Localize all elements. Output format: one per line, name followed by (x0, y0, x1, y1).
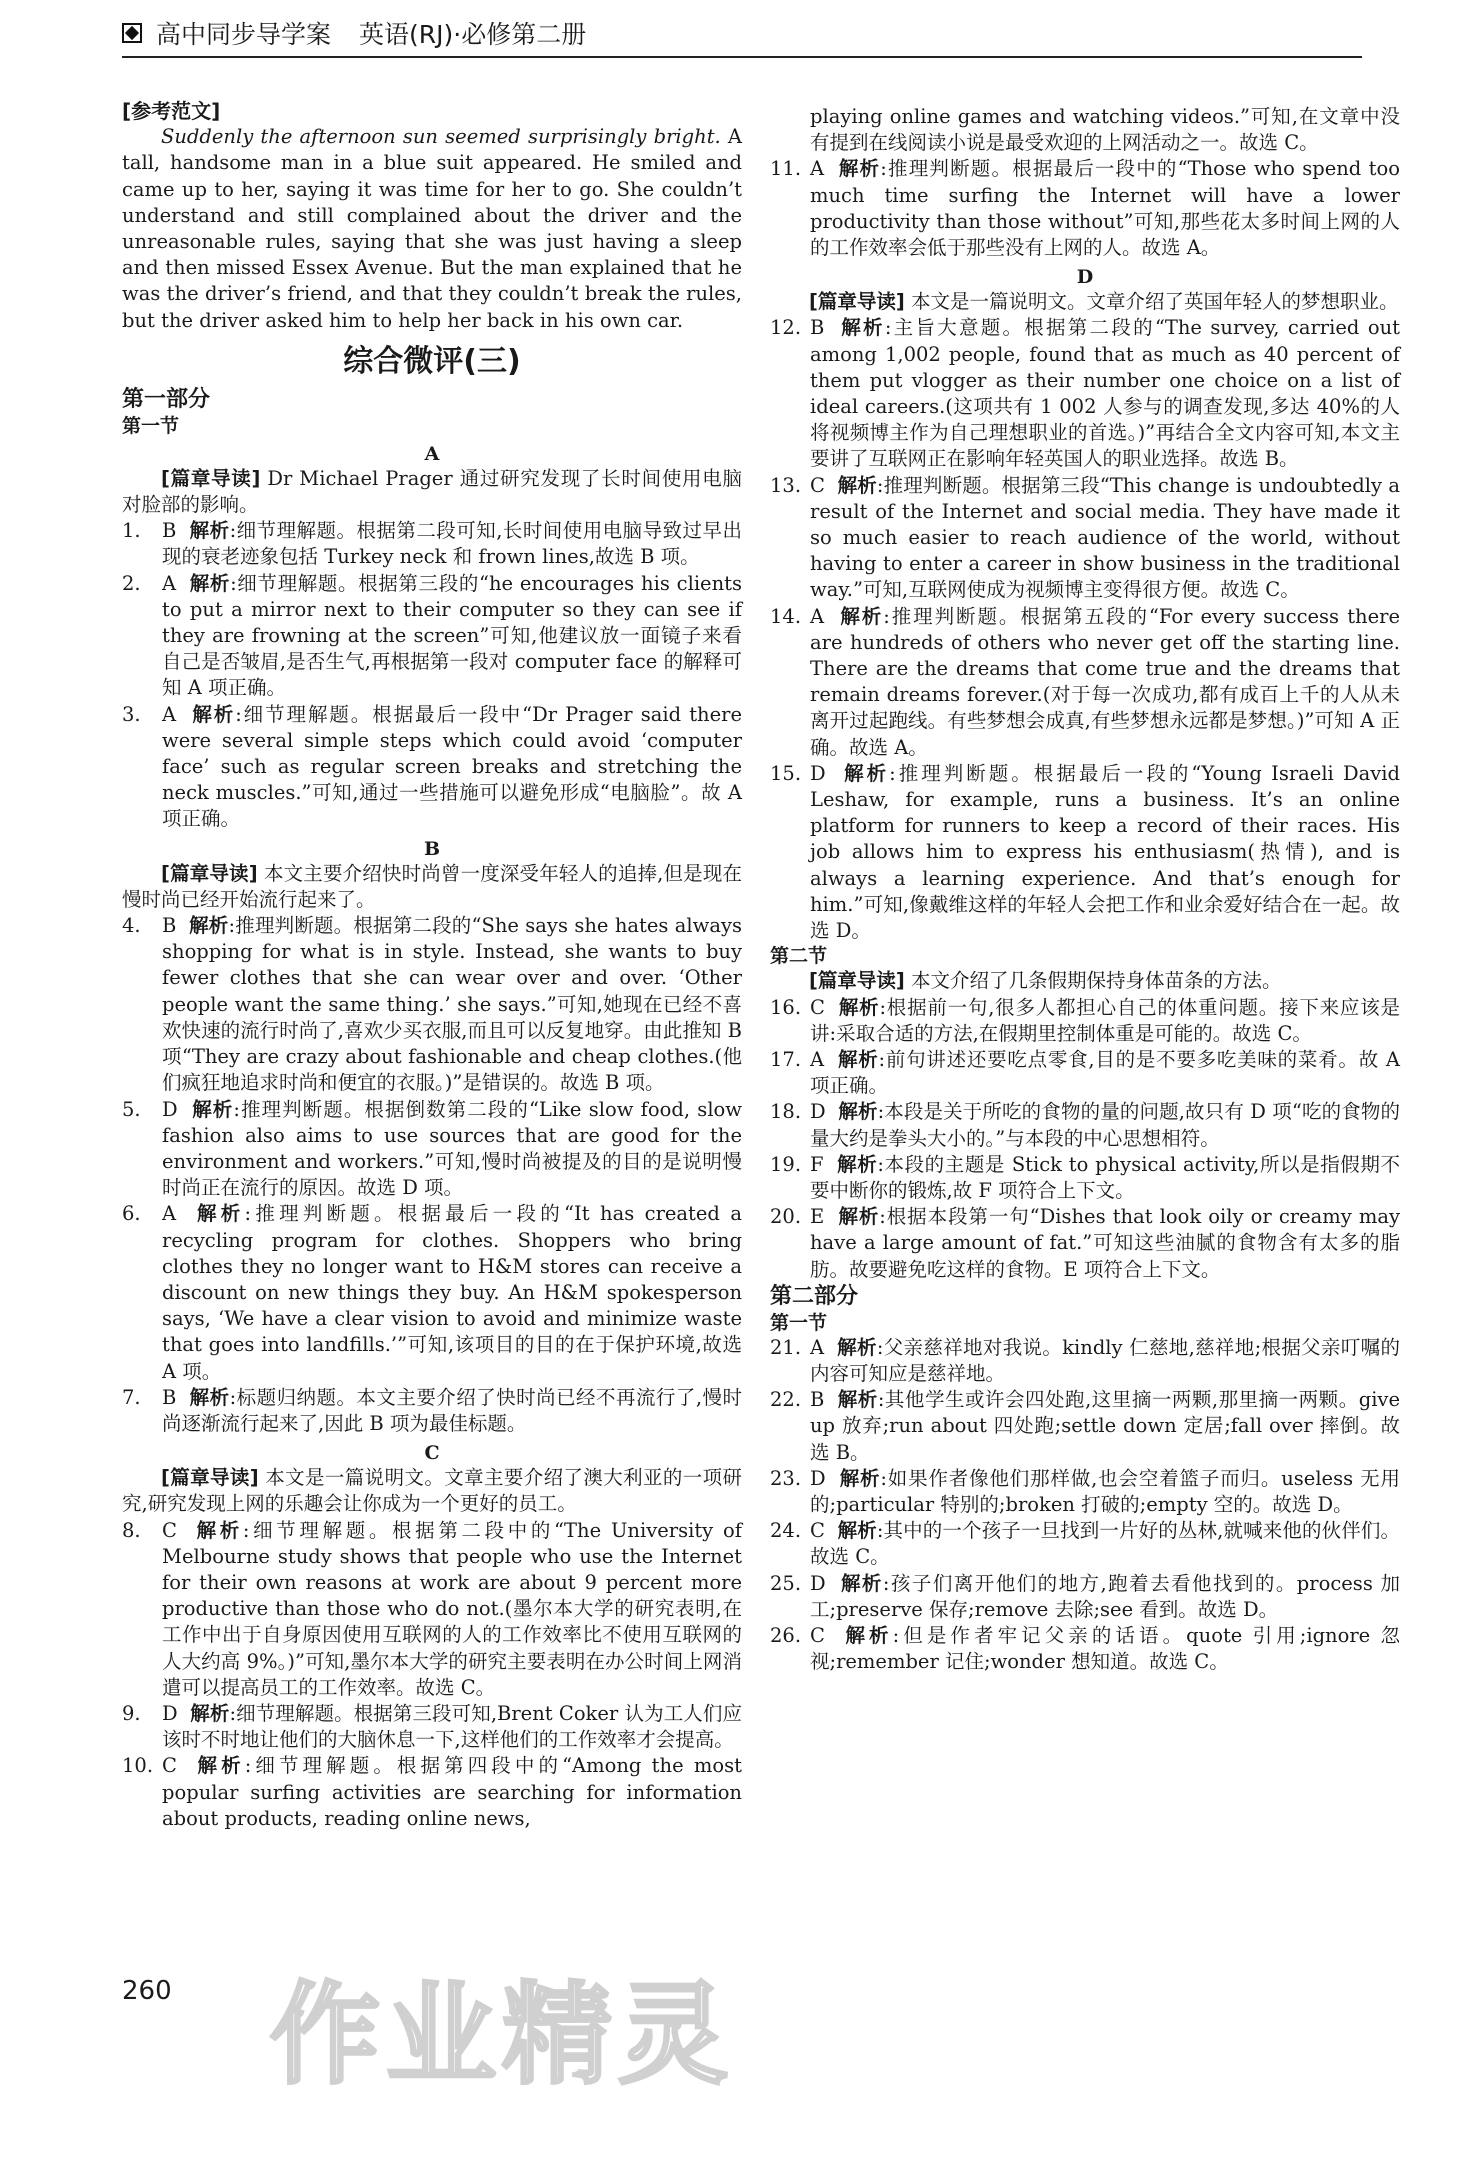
quiz-title: 综合微评(三) (343, 343, 521, 379)
item-text: :细节理解题。根据最后一段中“Dr Prager said there were several simple steps which could avoid ‘computer face’ such as regular screen breaks and stretching the neck muscles.”可知,通过一些措施可以避免形成“电脑脸”。故 A 项正确。 (162, 702, 742, 831)
item-text: :根据前一句,很多人都担心自己的体重问题。接下来应该是讲:采取合适的方法,在假期里控制体重是可能的。故选 C。 (810, 995, 1400, 1045)
analysis-label: 解析 (192, 1097, 234, 1121)
part-heading: 第一部分 (122, 386, 211, 412)
item-answer: A (810, 604, 825, 628)
item-text: :细节理解题。根据第四段中的“Among the most popular surfing activities are searching for information about products, reading online news, (162, 1754, 742, 1830)
item-text: :孩子们离开他们的地方,跑着去看他找到的。process 加工;preserve 保存;remove 去除;see 看到。故选 D。 (810, 1571, 1400, 1621)
analysis-label: 解析 (192, 702, 236, 726)
sample-lead: Suddenly the afternoon sun seemed surprisingly bright. (161, 125, 721, 149)
item-answer: D (810, 1571, 826, 1595)
item-text: :推理判断题。根据最后一段中的“Those who spend too much time surfing the Internet will have a lower productivity than those without”可知,那些花太多时间上网的人的工作效率会低于那些没有上网的人。故选 A。 (810, 157, 1400, 260)
analysis-label: 解析 (196, 1518, 243, 1542)
analysis-label: 解析 (844, 761, 890, 785)
answer-item (122, 913, 742, 1096)
guide-label: [篇章导读] (809, 290, 905, 314)
item-answer: A (162, 571, 177, 595)
item-text: :父亲慈祥地对我说。kindly 仁慈地,慈祥地;根据父亲叮嘱的内容可知应是慈祥地。 (810, 1335, 1400, 1385)
item-number: 26. (770, 1623, 802, 1647)
item-answer: D (810, 1100, 826, 1124)
item-answer: B (162, 1385, 177, 1409)
answer-item (770, 995, 1400, 1047)
answer-item (122, 571, 742, 702)
analysis-label: 解析 (197, 1202, 245, 1226)
subject-title: 英语(RJ)·必修第二册 (359, 20, 587, 49)
item-number: 19. (770, 1152, 802, 1176)
answer-item (770, 1099, 1400, 1151)
item-number: 15. (770, 761, 802, 785)
watermark-logo: 作业精灵 (270, 1971, 734, 2099)
item-answer: C (810, 1623, 825, 1647)
item-answer: C (810, 1519, 825, 1543)
passage-label: D (1076, 266, 1094, 289)
item-number: 21. (770, 1335, 802, 1359)
item-answer: A (810, 1335, 825, 1359)
answer-item (122, 1201, 742, 1384)
answer-item (770, 1152, 1400, 1204)
item-number: 22. (770, 1388, 802, 1412)
answer-item (770, 604, 1400, 761)
guide-text: 本文主要介绍快时尚曾一度深受年轻人的追捧,但是现在慢时尚已经开始流行起来了。 (122, 861, 742, 911)
item-answer: D (162, 1097, 178, 1121)
item-answer: A (162, 702, 177, 726)
item-number: 20. (770, 1205, 802, 1229)
passage-guide (770, 968, 1400, 994)
answer-item (770, 1518, 1400, 1570)
sample-essay (122, 124, 742, 334)
analysis-label: 解析 (197, 1754, 245, 1778)
item-number: 23. (770, 1466, 802, 1490)
item-continuation: playing online games and watching videos.”可知,在文章中没有提到在线阅读小说是最受欢迎的上网活动之一。故选 C。 (810, 105, 1400, 155)
item-text: :其他学生或许会四处跑,这里摘一两颗,那里摘一两颗。give up 放弃;run about 四处跑;settle down 定居;fall over 摔倒。故选 B。 (810, 1388, 1400, 1464)
guide-label: [篇章导读] (161, 861, 258, 885)
item-answer: A (810, 157, 825, 181)
item-number: 13. (770, 473, 802, 497)
item-text: :推理判断题。根据第五段的“For every success there are hundreds of others who never get off the starting line. There are the dreams that come true and the dreams that remain dreams forever.(对于每一次成功,都有成百上千的人从未离开过起跑线。有些梦想会成真,有些梦想永远都是梦想。)”可知 A 正确。故选 A。 (810, 604, 1400, 759)
item-answer: B (162, 914, 177, 938)
item-text: :细节理解题。根据第三段的“he encourages his clients to put a mirror next to their computer so they can see if they are frowning at the screen”可知,他建议放一面镜子来看自己是否皱眉,是否生气,再根据第一段对 computer face 的解释可知 A 项正确。 (162, 571, 742, 700)
answer-item (122, 1753, 742, 1832)
item-number: 18. (770, 1100, 802, 1124)
answer-item (770, 1466, 1400, 1518)
section-heading: 第一节 (770, 1311, 828, 1334)
analysis-label: 解析 (838, 1047, 879, 1071)
item-text: :但是作者牢记父亲的话语。quote 引用;ignore 忽视;remember 记住;wonder 想知道。故选 C。 (810, 1623, 1400, 1674)
analysis-label: 解析 (837, 1388, 878, 1412)
part-heading: 第二部分 (770, 1283, 859, 1309)
guide-text: 本文是一篇说明文。文章介绍了英国年轻人的梦想职业。 (911, 290, 1399, 314)
item-text: :推理判断题。根据倒数第二段的“Like slow food, slow fashion also aims to use sources that are good for the environment and workers.”可知,慢时尚被提及的目的是说明慢时尚正在流行的原因。故选 D 项。 (162, 1097, 742, 1200)
guide-label: [篇章导读] (809, 969, 905, 993)
analysis-label: 解析 (189, 1385, 230, 1409)
right-column (770, 104, 1400, 1675)
item-answer: C (162, 1754, 177, 1778)
item-answer: B (810, 316, 825, 340)
answer-item (122, 1385, 742, 1437)
analysis-label: 解析 (837, 1335, 877, 1359)
passage-label: C (424, 1442, 440, 1465)
analysis-label: 解析 (841, 316, 885, 340)
passage-guide (770, 289, 1400, 315)
book-title: 高中同步导学案 (156, 20, 332, 49)
section-heading: 第二节 (770, 945, 828, 968)
answer-item (770, 315, 1400, 472)
item-answer: D (162, 1701, 178, 1725)
item-number: 16. (770, 995, 802, 1019)
item-answer: F (810, 1152, 824, 1176)
item-answer: E (810, 1205, 825, 1229)
item-answer: C (810, 473, 825, 497)
analysis-label: 解析 (837, 1519, 877, 1543)
item-number: 14. (770, 604, 802, 628)
analysis-label: 解析 (845, 1623, 893, 1647)
item-text: :推理判断题。根据最后一段的“Young Israeli David Leshaw, for example, runs a business. It’s an online platform for runners to keep a record of their races. His job allows him to express his enthusiasm(热情), and is always a learning experience. And that’s enough for him.”可知,像戴维这样的年轻人会把工作和业余爱好结合在一起。故选 D。 (810, 761, 1400, 943)
item-answer: B (162, 519, 177, 543)
analysis-label: 解析 (838, 995, 880, 1019)
sample-heading: [参考范文] (122, 99, 221, 123)
answer-item (770, 156, 1400, 261)
guide-label: [篇章导读] (161, 1466, 259, 1490)
analysis-label: 解析 (839, 1466, 881, 1490)
item-number: 8. (122, 1518, 141, 1542)
guide-text: 本文介绍了几条假期保持身体苗条的方法。 (911, 969, 1282, 993)
item-answer: A (810, 1047, 825, 1071)
diamond-icon (122, 23, 142, 43)
answer-item (122, 1518, 742, 1701)
answer-item (122, 702, 742, 833)
item-text: :推理判断题。根据第二段的“She says she hates always shopping for what is in style. Instead, she wants to buy fewer clothes that she can wear over and over. ‘Other people want the same thing.’ she says.”可知,她现在已经不喜欢快速的流行时尚了,喜欢少买衣服,而且可以反复地穿。由此推知 B 项“They are crazy about fashionable and cheap clothes.(他们疯狂地追求时尚和便宜的衣服。)”是错误的。故选 B 项。 (162, 914, 742, 1095)
left-column (122, 96, 742, 1832)
item-text: :推理判断题。根据第三段“This change is undoubtedly a result of the Internet and social media. They have made it so much easier to reach audience of the world, without having to enter a career in show business in the traditional way.”可知,互联网使成为视频博主变得很方便。故选 C。 (810, 473, 1400, 602)
analysis-label: 解析 (837, 473, 877, 497)
analysis-label: 解析 (838, 157, 881, 181)
item-number: 25. (770, 1571, 802, 1595)
item-text: :推理判断题。根据最后一段的“It has created a recycling program for clothes. Shoppers who bring clothes they no longer want to H&M stores can receive a discount on new things they buy. An H&M spokesperson says, ‘We have a clear vision to avoid and minimize waste that goes into landfills.’”可知,该项目的目的在于保护环境,故选 A 项。 (162, 1202, 742, 1383)
sample-body: A tall, handsome man in a blue suit appeared. He smiled and came up to her, saying it was time for her to go. She couldn’t understand and still complained about the driver and the unreasonable rules, saying that she was just having a sleep and then missed Essex Avenue. But the man explained that he was the driver’s friend, and that they couldn’t break the rules, but the driver asked him to help her back in his own car. (122, 125, 743, 332)
item-answer: A (162, 1202, 177, 1226)
answer-item (122, 1701, 742, 1753)
item-number: 4. (122, 914, 141, 938)
page-header (122, 10, 1362, 58)
item-number: 1. (122, 519, 141, 543)
section-heading: 第一节 (122, 414, 180, 437)
item-answer: B (810, 1388, 825, 1412)
analysis-label: 解析 (189, 571, 231, 595)
answer-item (770, 761, 1400, 944)
item-answer: C (810, 995, 825, 1019)
analysis-label: 解析 (190, 1701, 230, 1725)
item-text: :本段的主题是 Stick to physical activity,所以是指假期不要中断你的锻炼,故 F 项符合上下文。 (810, 1152, 1400, 1202)
item-text: :本段是关于所吃的食物的量的问题,故只有 D 项“吃的食物的量大约是拳头大小的。”与本段的中心思想相符。 (810, 1100, 1400, 1150)
item-number: 10. (122, 1754, 154, 1778)
item-text: :细节理解题。根据第三段可知,Brent Coker 认为工人们应该时不时地让他们的大脑休息一下,这样他们的工作效率才会提高。 (162, 1701, 742, 1752)
passage-guide (122, 861, 742, 913)
item-number: 9. (122, 1701, 141, 1725)
guide-text: 本文是一篇说明文。文章主要介绍了澳大利亚的一项研究,研究发现上网的乐趣会让你成为一个更好的员工。 (122, 1466, 742, 1516)
answer-item (770, 473, 1400, 604)
item-text: :根据本段第一句“Dishes that look oily or creamy may have a large amount of fat.”可知这些油腻的食物含有太多的脂肪。故要避免吃这样的食物。E 项符合上下文。 (810, 1205, 1400, 1281)
guide-label: [篇章导读] (161, 466, 261, 490)
analysis-label: 解析 (189, 914, 229, 938)
analysis-label: 解析 (840, 604, 884, 628)
item-text: :细节理解题。根据第二段可知,长时间使用电脑导致过早出现的衰老迹象包括 Turkey neck 和 frown lines,故选 B 项。 (162, 519, 742, 569)
item-answer: D (810, 761, 826, 785)
item-number: 3. (122, 702, 141, 726)
answer-item (770, 1204, 1400, 1283)
answer-item (770, 1335, 1400, 1387)
item-answer: D (810, 1466, 826, 1490)
page-number: 260 (122, 1976, 172, 2006)
passage-guide (122, 466, 742, 518)
item-text: :前句讲述还要吃点零食,目的是不要多吃美味的菜肴。故 A 项正确。 (810, 1047, 1400, 1098)
item-number: 2. (122, 571, 141, 595)
passage-guide (122, 1465, 742, 1517)
item-number: 12. (770, 316, 802, 340)
answer-item (770, 1623, 1400, 1675)
item-number: 7. (122, 1385, 141, 1409)
passage-label: A (424, 442, 440, 465)
analysis-label: 解析 (189, 519, 230, 543)
analysis-label: 解析 (838, 1205, 880, 1229)
item-number: 11. (770, 157, 802, 181)
item-text: :标题归纳题。本文主要介绍了快时尚已经不再流行了,慢时尚逐渐流行起来了,因此 B 项为最佳标题。 (162, 1385, 742, 1435)
item-number: 24. (770, 1519, 802, 1543)
analysis-label: 解析 (837, 1152, 878, 1176)
analysis-label: 解析 (838, 1100, 878, 1124)
item-text: :细节理解题。根据第二段中的“The University of Melbourne study shows that people who use the Internet for their own reasons at work are about 9 percent more productive than those who do not.(墨尔本大学的研究表明,在工作中出于自身原因使用互联网的人的工作效率比不使用互联网的人大约高 9%。)”可知,墨尔本大学的研究主要表明在办公时间上网消遣可以提高员工的工作效率。故选 C。 (162, 1518, 742, 1699)
answer-item (770, 1571, 1400, 1623)
analysis-label: 解析 (840, 1571, 883, 1595)
item-text: :其中的一个孩子一旦找到一片好的丛林,就喊来他的伙伴们。故选 C。 (810, 1519, 1400, 1569)
answer-item (122, 1097, 742, 1202)
passage-label: B (423, 837, 441, 860)
item-number: 17. (770, 1047, 802, 1071)
item-text: :如果作者像他们那样做,也会空着篮子而归。useless 无用的;particular 特别的;broken 打破的;empty 空的。故选 D。 (810, 1466, 1400, 1516)
item-text: :主旨大意题。根据第二段的“The survey, carried out among 1,002 people, found that as much as 40 percent of them put vlogger as their number one choice on a list of ideal careers.(这项共有 1 002 人参与的调查发现,多达 40%的人将视频博主作为自己理想职业的首选。)”再结合全文内容可知,本文主要讲了互联网正在影响年轻英国人的职业选择。故选 B。 (810, 316, 1400, 471)
item-number: 6. (122, 1202, 141, 1226)
item-answer: C (162, 1518, 177, 1542)
guide-text: Dr Michael Prager 通过研究发现了长时间使用电脑对脸部的影响。 (122, 466, 742, 517)
answer-item (122, 518, 742, 570)
answer-item (770, 1047, 1400, 1099)
answer-item (770, 1387, 1400, 1466)
item-number: 5. (122, 1097, 141, 1121)
